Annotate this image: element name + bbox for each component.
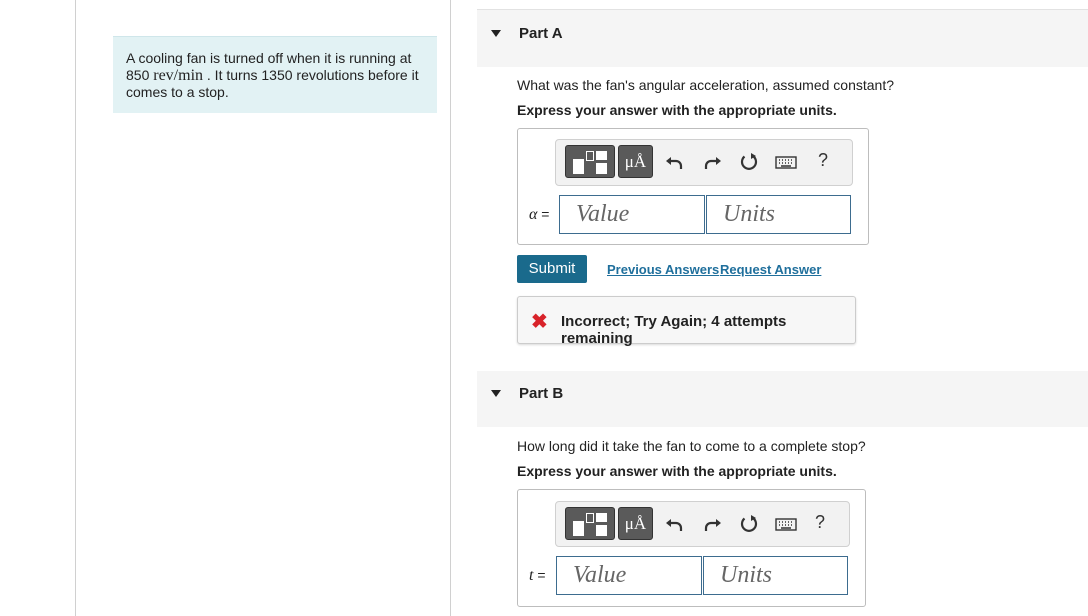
help-icon[interactable]: ? [815, 512, 826, 532]
feedback-text: Incorrect; Try Again; 4 attempts remaining [561, 313, 787, 347]
redo-icon[interactable] [701, 150, 725, 174]
incorrect-x-icon: ✖ [531, 311, 548, 333]
part-a-question: What was the fan's angular acceleration, assumed constant? [517, 77, 894, 93]
problem-text-before: A cooling fan is turned off when it is running at 850 [126, 50, 412, 83]
part-b-header[interactable] [477, 371, 1088, 427]
request-answer-link[interactable]: Request Answer [720, 262, 822, 277]
part-a-answer-box [517, 128, 869, 245]
units-button[interactable]: μÅ [618, 507, 653, 540]
problem-text-after: . It turns 1350 revolutions before it comes to a stop. [126, 67, 419, 100]
undo-icon[interactable] [662, 150, 686, 174]
redo-icon[interactable] [701, 512, 725, 536]
reset-icon[interactable] [737, 512, 761, 536]
feedback-box [517, 296, 856, 347]
part-a-variable-label [529, 206, 549, 224]
part-b-answer-box [517, 489, 866, 607]
value-input[interactable]: Value [556, 556, 702, 595]
units-input[interactable]: Units [706, 195, 851, 234]
units-button[interactable]: μÅ [618, 145, 653, 178]
alpha-symbol: α [529, 206, 538, 223]
undo-icon[interactable] [662, 512, 686, 536]
part-a-title: Part A [519, 25, 563, 42]
submit-button[interactable]: Submit [517, 255, 587, 283]
keyboard-icon[interactable] [774, 512, 798, 536]
units-input[interactable]: Units [703, 556, 848, 595]
help-icon[interactable]: ? [818, 150, 829, 170]
part-b-toolbar [555, 501, 850, 547]
equals-sign: = [541, 206, 550, 222]
part-b-title: Part B [519, 385, 564, 402]
value-input[interactable]: Value [559, 195, 705, 234]
problem-statement [113, 36, 437, 113]
part-a-toolbar [555, 139, 853, 186]
part-b-variable-label [529, 567, 546, 585]
part-b-instruction: Express your answer with the appropriate units. [517, 463, 837, 479]
keyboard-icon[interactable] [774, 150, 798, 174]
part-a-instruction: Express your answer with the appropriate units. [517, 102, 837, 118]
template-icon[interactable] [565, 507, 615, 540]
part-b-question: How long did it take the fan to come to a complete stop? [517, 438, 866, 454]
equals-sign: = [537, 567, 546, 583]
center-divider [450, 0, 451, 616]
template-icon[interactable] [565, 145, 615, 178]
previous-answers-link[interactable]: Previous Answers [607, 262, 720, 277]
problem-unit: rev/min [153, 67, 204, 84]
t-symbol: t [529, 567, 534, 584]
caret-down-icon[interactable] [491, 390, 501, 397]
reset-icon[interactable] [737, 150, 761, 174]
left-divider [75, 0, 76, 616]
part-a-header[interactable] [477, 9, 1088, 67]
caret-down-icon[interactable] [491, 30, 501, 37]
